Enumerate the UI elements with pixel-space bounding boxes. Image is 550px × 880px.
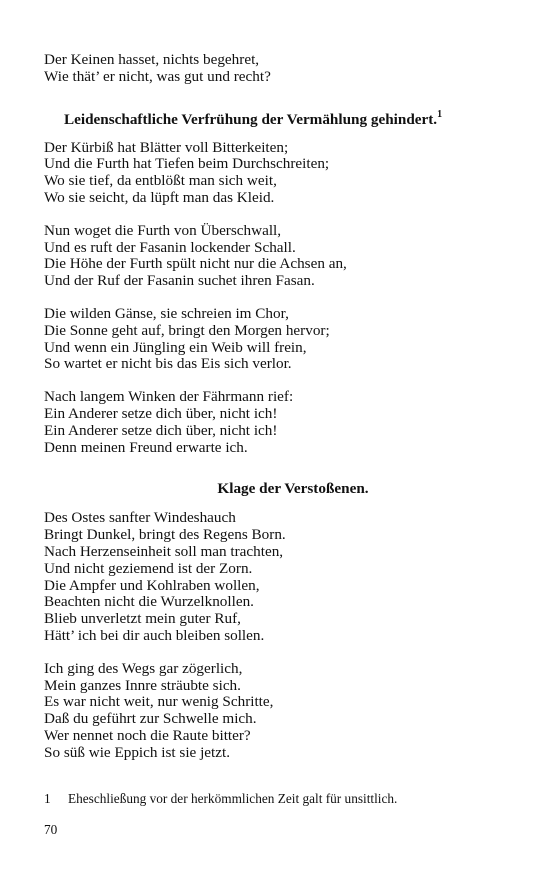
poem-title-text: Leidenschaftliche Verfrühung der Vermählung gehindert. <box>64 110 438 128</box>
verse-line: Hätt’ ich bei dir auch bleiben sollen. <box>44 626 265 644</box>
page-body <box>44 52 514 762</box>
verse-line: Wo sie tief, da entblößt man sich weit, <box>44 172 277 190</box>
poem-title: Klage der Verstoßenen. <box>217 480 369 498</box>
verse-line: Wie thät’ er nicht, was gut und recht? <box>44 67 271 85</box>
poem2-stanza-2 <box>44 661 514 762</box>
footnote-text: Eheschließung vor der herkömmlichen Zeit galt für unsittlich. <box>68 791 398 806</box>
verse-line: Die Ampfer und Kohlraben wollen, <box>44 576 260 594</box>
verse-line: Daß du geführt zur Schwelle mich. <box>44 710 257 728</box>
opening-stanza <box>44 52 514 86</box>
verse-line: Wer nennet noch die Raute bitter? <box>44 726 251 744</box>
verse-line: Mein ganzes Innre sträubte sich. <box>44 676 241 694</box>
verse-line: Und die Furth hat Tiefen beim Durchschreiten; <box>44 155 330 173</box>
poem1-stanza-1 <box>44 140 514 207</box>
verse-line: Ich ging des Wegs gar zögerlich, <box>44 659 243 677</box>
page-number: 70 <box>44 822 58 837</box>
verse-line: Ein Anderer setze dich über, nicht ich! <box>44 421 278 439</box>
verse-line: Der Kürbiß hat Blätter voll Bitterkeiten; <box>44 138 289 156</box>
verse-line: Der Keinen hasset, nichts begehret, <box>44 51 260 68</box>
poem1-stanza-2 <box>44 223 514 290</box>
verse-line: Nach Herzenseinheit soll man trachten, <box>44 542 284 560</box>
verse-line: Beachten nicht die Wurzelknollen. <box>44 593 254 611</box>
verse-line: Ein Anderer setze dich über, nicht ich! <box>44 404 278 422</box>
verse-line: Die wilden Gänse, sie schreien im Chor, <box>44 304 289 322</box>
footnote-number: 1 <box>44 791 51 806</box>
verse-line: Des Ostes sanfter Windeshauch <box>44 509 236 527</box>
verse-line: Wo sie seicht, da lüpft man das Kleid. <box>44 188 275 206</box>
verse-line: Und es ruft der Fasanin lockender Schall. <box>44 238 296 256</box>
verse-line: Bringt Dunkel, bringt des Regens Born. <box>44 526 286 544</box>
verse-line: Die Sonne geht auf, bringt den Morgen hervor; <box>44 321 330 339</box>
verse-line: Nach langem Winken der Fährmann rief: <box>44 388 294 406</box>
poem-title <box>44 108 514 128</box>
verse-line: Und wenn ein Jüngling ein Weib will frein, <box>44 338 307 356</box>
footnote <box>44 791 397 807</box>
verse-line: Und der Ruf der Fasanin suchet ihren Fasan. <box>44 272 315 290</box>
verse-line: Denn meinen Freund erwarte ich. <box>44 438 248 456</box>
poem1-stanza-4 <box>44 389 514 456</box>
verse-line: Die Höhe der Furth spült nicht nur die Achsen an, <box>44 255 347 273</box>
verse-line: Nun woget die Furth von Überschwall, <box>44 221 282 239</box>
verse-line: Es war nicht weit, nur wenig Schritte, <box>44 693 274 711</box>
verse-line: So süß wie Eppich ist sie jetzt. <box>44 743 231 761</box>
verse-line: So wartet er nicht bis das Eis sich verlor. <box>44 355 292 373</box>
poem1-stanza-3 <box>44 306 514 373</box>
poem2-stanza-1 <box>44 510 514 644</box>
verse-line: Blieb unverletzt mein guter Ruf, <box>44 610 241 628</box>
verse-line: Und nicht geziemend ist der Zorn. <box>44 559 253 577</box>
footnote-reference: 1 <box>437 108 443 120</box>
